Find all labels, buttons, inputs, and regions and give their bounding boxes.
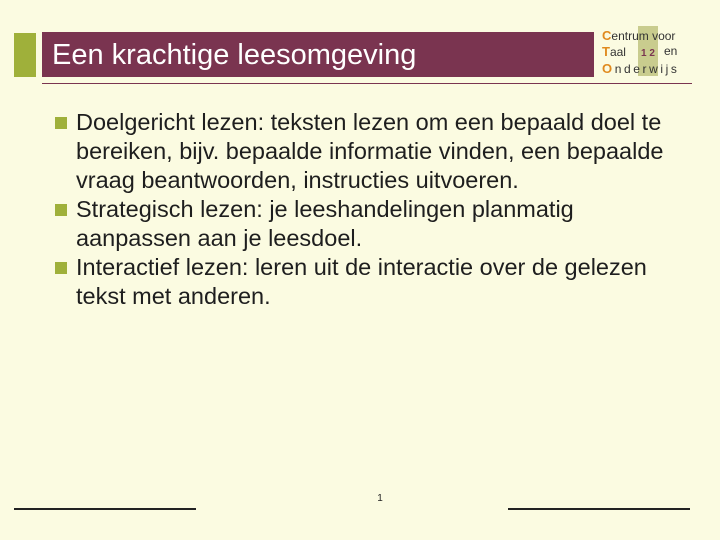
- logo-line-1: [602, 28, 675, 43]
- title-underline: [42, 83, 692, 84]
- logo-panel-number: 1 2: [641, 48, 655, 59]
- logo-text-1: entrum voor: [611, 29, 676, 43]
- logo-text-2: aal: [609, 45, 626, 59]
- title-bar: [42, 32, 594, 77]
- footer-line-left: [14, 508, 196, 510]
- bullet-text: Doelgericht lezen: teksten lezen om een bepaald doel te bereiken, bijv. bepaalde informatie vinden, een bepaalde vraag beantwoorden, instructies uitvoeren.: [76, 109, 664, 193]
- logo-text-3: nderwijs: [614, 62, 680, 76]
- logo-cap-o: O: [602, 61, 615, 76]
- bullet-square-icon: [55, 117, 67, 129]
- bullet-item: [52, 108, 692, 195]
- logo-cap-c: C: [602, 28, 612, 43]
- centrum-logo: [598, 25, 708, 80]
- logo-line-2: [602, 44, 626, 59]
- slide-number: 1: [377, 493, 383, 504]
- logo-line-3: [602, 61, 680, 76]
- bullet-list: [52, 108, 692, 311]
- bullet-square-icon: [55, 262, 67, 274]
- bullet-item: [52, 253, 692, 311]
- bullet-item: [52, 195, 692, 253]
- bullet-text: Interactief lezen: leren uit de interactie over de gelezen tekst met anderen.: [76, 254, 647, 309]
- title-accent-bar: [14, 33, 36, 77]
- logo-cap-t: T: [602, 44, 610, 59]
- logo-text-en: en: [664, 44, 678, 58]
- slide-title: Een krachtige leesomgeving: [52, 39, 417, 71]
- footer-line-right: [508, 508, 690, 510]
- bullet-text: Strategisch lezen: je leeshandelingen planmatig aanpassen aan je leesdoel.: [76, 196, 574, 251]
- bullet-square-icon: [55, 204, 67, 216]
